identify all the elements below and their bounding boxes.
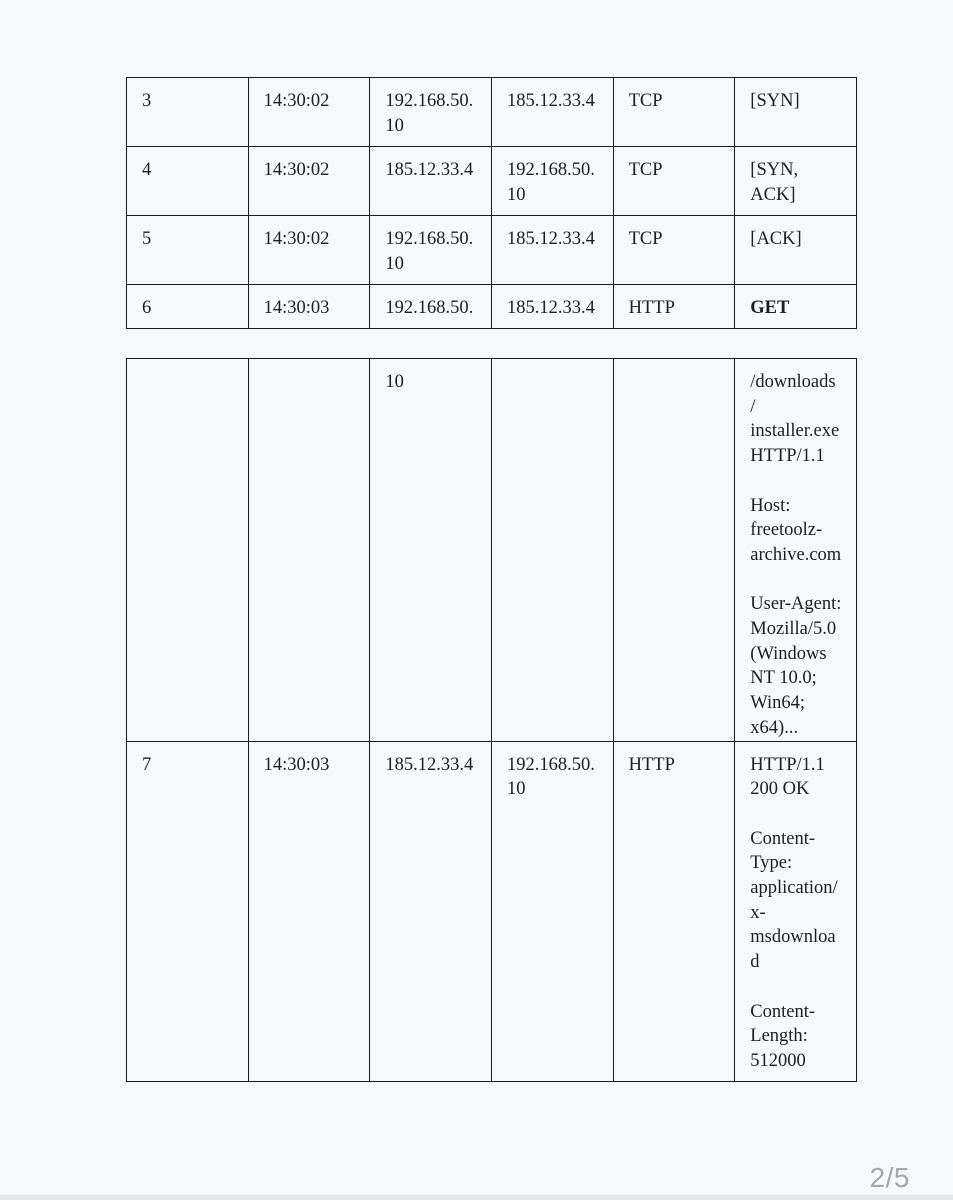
cell-protocol: HTTP <box>613 285 735 329</box>
table-row <box>127 78 857 147</box>
cell-protocol: TCP <box>613 216 735 285</box>
cell-no: 4 <box>127 147 249 216</box>
cell-time: 14:30:02 <box>248 78 370 147</box>
cell-info: GET <box>735 285 857 329</box>
cell-destination: 185.12.33.4 <box>491 216 613 285</box>
cell-source: 192.168.50. 10 <box>370 216 492 285</box>
cell-destination: 192.168.50. 10 <box>491 147 613 216</box>
packet-table-top <box>126 77 857 329</box>
cell-destination: 185.12.33.4 <box>491 285 613 329</box>
cell-no: 5 <box>127 216 249 285</box>
page-number: 2/5 <box>869 1162 910 1193</box>
cell-no <box>127 359 249 742</box>
table-row <box>127 147 857 216</box>
cell-no: 6 <box>127 285 249 329</box>
page-bottom-edge <box>0 1195 953 1200</box>
cell-destination: 185.12.33.4 <box>491 78 613 147</box>
cell-info: [ACK] <box>735 216 857 285</box>
cell-protocol <box>613 359 735 742</box>
cell-destination: 192.168.50. 10 <box>491 741 613 1081</box>
packet-table-bottom <box>126 358 857 1082</box>
cell-source: 192.168.50. <box>370 285 492 329</box>
cell-time: 14:30:02 <box>248 216 370 285</box>
table-row <box>127 285 857 329</box>
cell-time: 14:30:03 <box>248 285 370 329</box>
cell-time: 14:30:03 <box>248 741 370 1081</box>
cell-no: 7 <box>127 741 249 1081</box>
cell-info: HTTP/1.1 200 OK Content- Type: application/ x- msdownloa d Content- Length: 512000 <box>735 741 857 1081</box>
cell-destination <box>491 359 613 742</box>
cell-time <box>248 359 370 742</box>
cell-protocol: HTTP <box>613 741 735 1081</box>
cell-source: 185.12.33.4 <box>370 741 492 1081</box>
cell-info: [SYN, ACK] <box>735 147 857 216</box>
cell-source: 192.168.50. 10 <box>370 78 492 147</box>
table-row <box>127 741 857 1081</box>
table-row <box>127 216 857 285</box>
cell-no: 3 <box>127 78 249 147</box>
cell-protocol: TCP <box>613 78 735 147</box>
cell-info: /downloads / installer.exe HTTP/1.1 Host: freetoolz- archive.com User-Agent: Mozilla/5.0 (Windows NT 10.0; Win64; x64)... <box>735 359 857 742</box>
cell-source: 10 <box>370 359 492 742</box>
cell-time: 14:30:02 <box>248 147 370 216</box>
cell-source: 185.12.33.4 <box>370 147 492 216</box>
cell-protocol: TCP <box>613 147 735 216</box>
cell-info: [SYN] <box>735 78 857 147</box>
table-row <box>127 359 857 742</box>
